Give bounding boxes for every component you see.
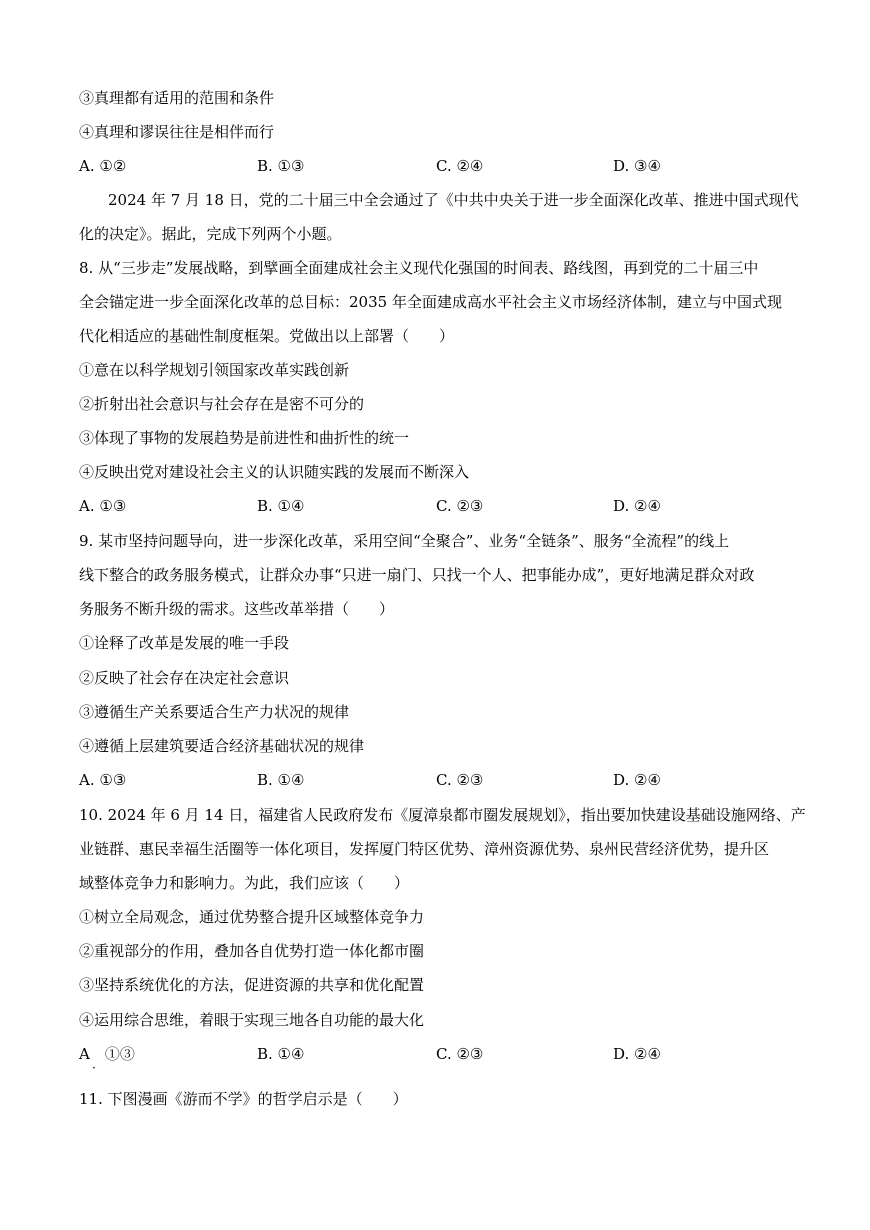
choice-a[interactable]: A. ①② [79, 157, 127, 175]
passage-intro-line-2: 化的决定》。据此，完成下列两个小题。 [79, 225, 342, 243]
q7-option-4: ④真理和谬误往往是相伴而行 [79, 123, 275, 141]
choice-d[interactable]: D. ②④ [613, 1045, 661, 1063]
q8-option-4: ④反映出党对建设社会主义的认识随实践的发展而不断深入 [79, 463, 470, 481]
q10-option-2: ②重视部分的作用，叠加各自优势打造一体化都市圈 [79, 942, 425, 960]
choice-b[interactable]: B. ①④ [257, 1045, 305, 1063]
q9-option-2: ②反映了社会存在决定社会意识 [79, 669, 290, 687]
choice-c[interactable]: C. ②④ [436, 157, 484, 175]
q8-stem-line-2: 全会锚定进一步全面深化改革的总目标：2035 年全面建成高水平社会主义市场经济体制，建立与中国式现 [79, 293, 782, 311]
q10-option-3: ③坚持系统优化的方法，促进资源的共享和优化配置 [79, 976, 425, 994]
q10-option-1: ①树立全局观念，通过优势整合提升区域整体竞争力 [79, 908, 425, 926]
passage-intro-line-1: 2024 年 7 月 18 日，党的二十届三中全会通过了《中共中央关于进一步全面深化改革、推进中国式现代 [108, 191, 799, 209]
choice-c[interactable]: C. ②③ [436, 1045, 484, 1063]
q10-answer-choices [79, 1044, 799, 1064]
q9-stem-line-1: 9. 某市坚持问题导向，进一步深化改革，采用空间“全聚合”、业务“全链条”、服务“全流程”的线上 [79, 532, 730, 550]
q8-answer-choices [79, 496, 799, 516]
choice-c[interactable]: C. ②③ [436, 497, 484, 515]
q10-stem-line-1: 10. 2024 年 6 月 14 日，福建省人民政府发布《厦漳泉都市圈发展规划》，指出要加快建设基础设施网络、产 [79, 806, 806, 824]
q8-option-1: ①意在以科学规划引领国家改革实践创新 [79, 361, 350, 379]
choice-d[interactable]: D. ③④ [613, 157, 661, 175]
q8-stem-line-3: 代化相适应的基础性制度框架。党做出以上部署（ ） [79, 327, 455, 345]
choice-d[interactable]: D. ②④ [613, 771, 661, 789]
q10-stem-line-3: 域整体竞争力和影响力。为此，我们应该（ ） [79, 874, 410, 892]
q10-stem-line-2: 业链群、惠民幸福生活圈等一体化项目，发挥厦门特区优势、漳州资源优势、泉州民营经济优势，提升区 [79, 840, 770, 858]
q9-stem-line-2: 线下整合的政务服务模式，让群众办事“只进一扇门、只找一个人、把事能办成”，更好地满足群众对政 [79, 566, 755, 584]
stray-dot: · [92, 1061, 96, 1075]
choice-a[interactable]: A. ①③ [79, 771, 127, 789]
q9-option-4: ④遵循上层建筑要适合经济基础状况的规律 [79, 737, 365, 755]
q8-option-3: ③体现了事物的发展趋势是前进性和曲折性的统一 [79, 429, 410, 447]
q8-stem-line-1: 8. 从“三步走”发展战略，到擘画全面建成社会主义现代化强国的时间表、路线图，再到党的二十届三中 [79, 259, 759, 277]
choice-d[interactable]: D. ②④ [613, 497, 661, 515]
q7-answer-choices [79, 156, 799, 176]
q11-stem: 11. 下图漫画《游而不学》的哲学启示是（ ） [79, 1090, 408, 1108]
q10-option-4: ④运用综合思维，着眼于实现三地各自功能的最大化 [79, 1011, 425, 1029]
q9-answer-choices [79, 770, 799, 790]
choice-b[interactable]: B. ①④ [257, 497, 305, 515]
q9-stem-line-3: 务服务不断升级的需求。这些改革举措（ ） [79, 600, 395, 618]
choice-c[interactable]: C. ②③ [436, 771, 484, 789]
choice-b[interactable]: B. ①④ [257, 771, 305, 789]
q9-option-3: ③遵循生产关系要适合生产力状况的规律 [79, 703, 350, 721]
q9-option-1: ①诠释了改革是发展的唯一手段 [79, 634, 290, 652]
q7-option-3: ③真理都有适用的范围和条件 [79, 89, 275, 107]
choice-a[interactable]: A. ①③ [79, 497, 127, 515]
choice-a[interactable]: A ①③ [79, 1045, 135, 1063]
q8-option-2: ②折射出社会意识与社会存在是密不可分的 [79, 395, 365, 413]
choice-b[interactable]: B. ①③ [257, 157, 305, 175]
